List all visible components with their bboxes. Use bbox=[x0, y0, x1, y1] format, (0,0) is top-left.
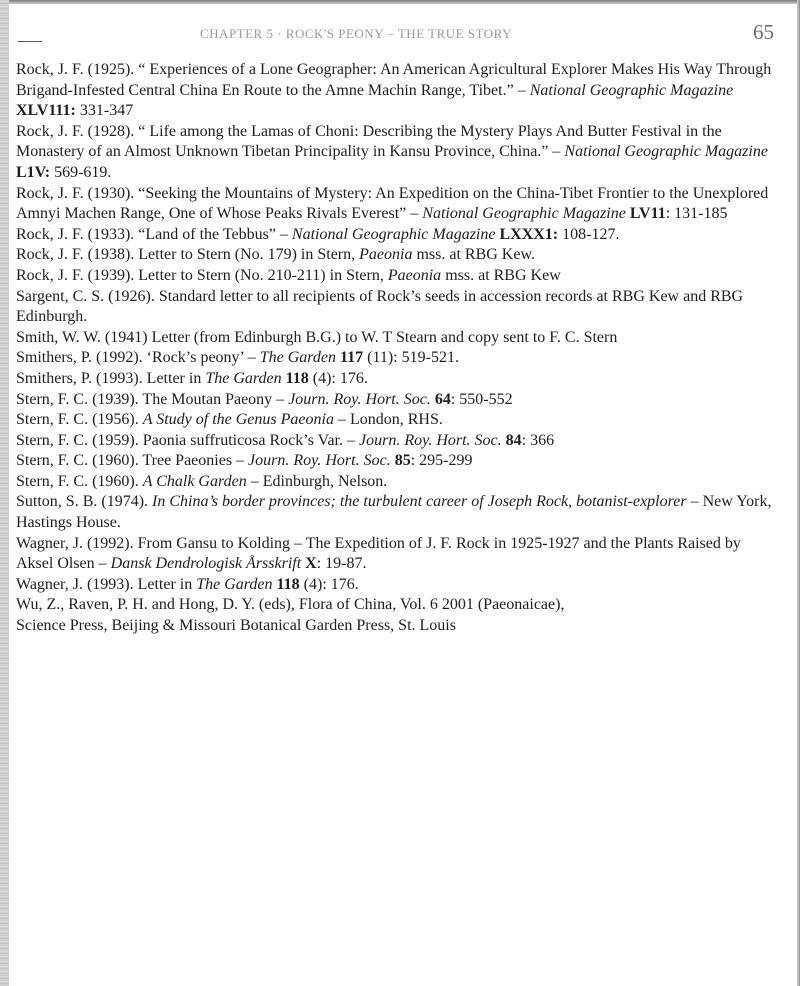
reference-volume: 84 bbox=[505, 431, 522, 449]
reference-text: Rock, J. F. (1933). “Land of the Tebbus” – bbox=[16, 225, 292, 243]
reference-text: mss. at RBG Kew bbox=[441, 266, 561, 284]
reference-entry bbox=[16, 472, 778, 493]
reference-volume: X bbox=[305, 555, 317, 573]
reference-volume: LXXX1: bbox=[499, 225, 559, 243]
reference-volume: 117 bbox=[339, 349, 364, 367]
page-header bbox=[18, 20, 774, 48]
reference-volume: LV11 bbox=[629, 205, 666, 223]
reference-title: The Garden bbox=[196, 575, 273, 593]
reference-title: A Chalk Garden bbox=[142, 472, 247, 490]
reference-entry bbox=[16, 245, 778, 266]
reference-text: : 550-552 bbox=[450, 390, 513, 408]
reference-entry bbox=[16, 534, 778, 575]
reference-text: : 131-185 bbox=[665, 205, 728, 223]
page-number: 65 bbox=[753, 20, 774, 44]
reference-entry bbox=[16, 390, 778, 411]
reference-entry bbox=[16, 595, 778, 616]
reference-volume: 118 bbox=[276, 575, 300, 593]
reference-volume: 118 bbox=[285, 369, 309, 387]
reference-list bbox=[16, 60, 778, 637]
reference-entry bbox=[16, 451, 778, 472]
reference-volume: XLV111: bbox=[16, 102, 76, 120]
scan-edge-top bbox=[0, 0, 800, 4]
reference-entry bbox=[16, 328, 778, 349]
reference-text: Smithers, P. (1993). Letter in bbox=[16, 369, 206, 387]
header-rule bbox=[18, 41, 42, 42]
scan-edge-left bbox=[0, 0, 9, 986]
reference-text: Rock, J. F. (1925). “ Experiences of a Lone Geographer: An American Agricultural Explorer Makes His Way Through Brigand-Infested Central China En Route to the Amne Machin Range, Tibet.” – bbox=[16, 61, 772, 99]
reference-title: A Study of the Genus Paeonia bbox=[142, 411, 334, 429]
reference-entry bbox=[16, 616, 778, 637]
reference-text: – Edinburgh, Nelson. bbox=[246, 472, 388, 490]
reference-entry bbox=[16, 492, 778, 533]
reference-title: National Geographic Magazine bbox=[529, 81, 734, 99]
reference-entry bbox=[16, 184, 778, 225]
reference-title: National Geographic Magazine bbox=[422, 205, 626, 223]
reference-text: Rock, J. F. (1928). “ Life among the Lamas of Choni: Describing the Mystery Plays And Butter Festival in the Monastery of an Almost Unknown Tibetan Principality in Kansu Province, China.” – bbox=[16, 122, 722, 161]
reference-text: Rock, J. F. (1930). “Seeking the Mountains of Mystery: An Expedition on the China-Tibet Frontier to the Unexplored Amnyi Machen Range, One of Whose Peaks Rivals Everest” – bbox=[16, 184, 769, 223]
reference-title: Journ. Roy. Hort. Soc. bbox=[248, 452, 391, 470]
reference-entry bbox=[16, 369, 778, 390]
running-head: CHAPTER 5 · ROCK'S PEONY – THE TRUE STORY bbox=[200, 26, 513, 41]
reference-text: Wagner, J. (1992). From Gansu to Kolding – The Expedition of J. F. Rock in 1925-1927 and the Plants Raised by Aksel Olsen – bbox=[16, 534, 741, 573]
reference-text: mss. at RBG Kew. bbox=[412, 246, 535, 264]
reference-text: : 19-87. bbox=[316, 555, 367, 573]
reference-text: Science Press, Beijing & Missouri Botanical Garden Press, St. Louis bbox=[16, 617, 456, 635]
reference-text: Sargent, C. S. (1926). Standard letter to all recipients of Rock’s seeds in accession records at RBG Kew and RBG Edinburgh. bbox=[16, 287, 744, 326]
reference-text: Sutton, S. B. (1974). bbox=[16, 493, 153, 511]
reference-entry bbox=[16, 60, 778, 122]
reference-entry bbox=[16, 225, 778, 246]
reference-title: The Garden bbox=[205, 369, 282, 387]
reference-text: : 295-299 bbox=[410, 452, 473, 470]
reference-text: (4): 176. bbox=[308, 369, 368, 387]
reference-entry bbox=[16, 575, 778, 596]
reference-text: – New York, Hastings House. bbox=[16, 493, 772, 532]
reference-title: Paeonia bbox=[359, 246, 413, 264]
reference-entry bbox=[16, 410, 778, 431]
reference-title: Dansk Dendrologisk Årsskrift bbox=[110, 555, 302, 573]
reference-text: Stern, F. C. (1939). The Moutan Paeony – bbox=[16, 390, 289, 408]
reference-text: Rock, J. F. (1938). Letter to Stern (No. 179) in Stern, bbox=[16, 246, 360, 264]
reference-text: Stern, F. C. (1960). Tree Paeonies – bbox=[16, 452, 249, 470]
reference-text: 331-347 bbox=[75, 102, 134, 120]
reference-text: Stern, F. C. (1960). bbox=[16, 472, 143, 490]
reference-volume: 85 bbox=[394, 452, 411, 470]
reference-text: Rock, J. F. (1939). Letter to Stern (No. 210-211) in Stern, bbox=[16, 266, 388, 284]
reference-text: : 366 bbox=[521, 431, 555, 449]
reference-title: Journ. Roy. Hort. Soc. bbox=[288, 390, 431, 408]
reference-title: National Geographic Magazine bbox=[564, 143, 768, 161]
reference-entry bbox=[16, 287, 778, 328]
reference-text: 569-619. bbox=[50, 163, 112, 181]
reference-text: (11): 519-521. bbox=[363, 349, 459, 367]
reference-text: Wagner, J. (1993). Letter in bbox=[16, 575, 197, 593]
reference-title: In China’s border provinces; the turbulent career of Joseph Rock, botanist-explorer bbox=[152, 493, 687, 511]
reference-entry bbox=[16, 431, 778, 452]
reference-text: – London, RHS. bbox=[333, 411, 443, 429]
reference-text: Stern, F. C. (1959). Paonia suffruticosa Rock’s Var. – bbox=[16, 431, 359, 449]
reference-entry bbox=[16, 266, 778, 287]
reference-entry bbox=[16, 348, 778, 369]
reference-volume: 64 bbox=[434, 390, 451, 408]
reference-text: Smithers, P. (1992). ‘Rock’s peony’ – bbox=[16, 349, 260, 367]
reference-title: National Geographic Magazine bbox=[291, 225, 496, 243]
reference-entry bbox=[16, 122, 778, 184]
reference-volume: L1V: bbox=[16, 163, 51, 181]
reference-text: Wu, Z., Raven, P. H. and Hong, D. Y. (eds), Flora of China, Vol. 6 2001 (Paeonaicae), bbox=[16, 596, 565, 614]
reference-title: Journ. Roy. Hort. Soc. bbox=[359, 431, 502, 449]
reference-text: 108-127. bbox=[558, 225, 620, 243]
reference-title: Paeonia bbox=[387, 266, 442, 284]
reference-text: (4): 176. bbox=[299, 575, 359, 593]
reference-text: Smith, W. W. (1941) Letter (from Edinburgh B.G.) to W. T Stearn and copy sent to F. C. Stern bbox=[16, 328, 618, 346]
reference-text: Stern, F. C. (1956). bbox=[16, 411, 143, 429]
reference-title: The Garden bbox=[259, 349, 336, 367]
